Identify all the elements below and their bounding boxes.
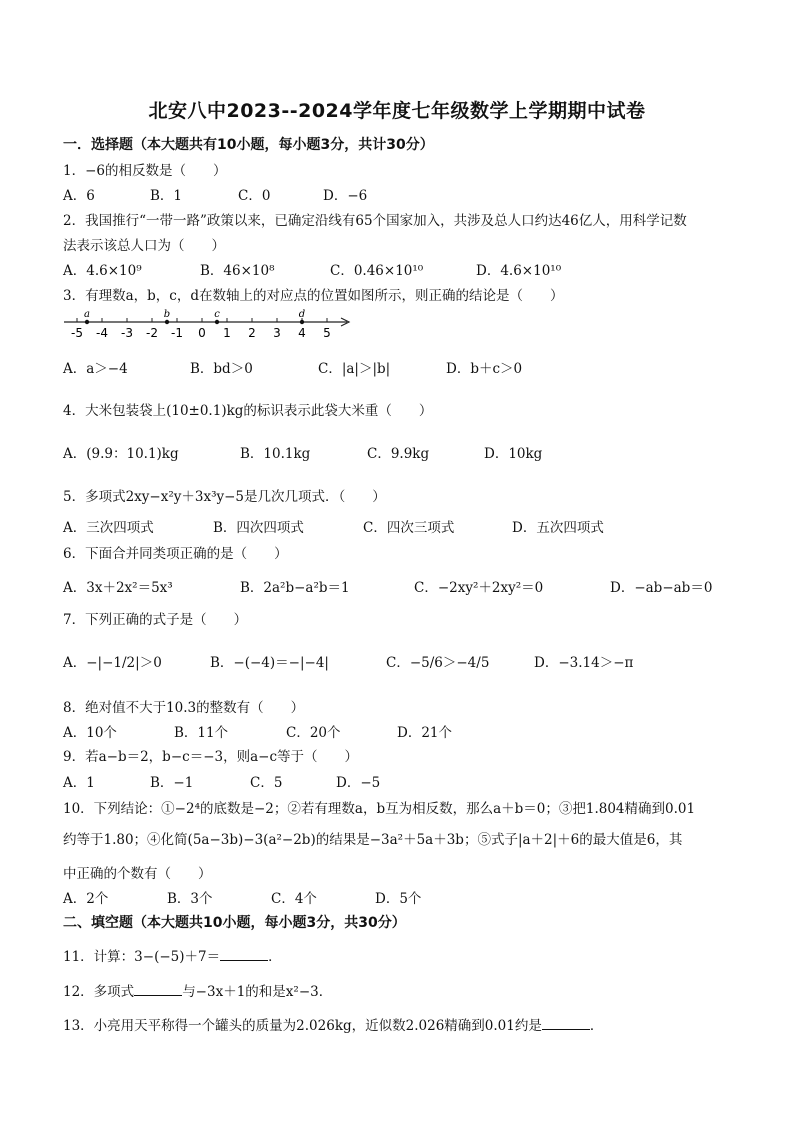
number-line-figure: [64, 306, 364, 342]
q1-option-b[interactable]: B．1: [150, 188, 183, 204]
q4-option-a[interactable]: A．(9.9：10.1)kg: [63, 446, 179, 462]
point-label-a: a: [84, 309, 90, 320]
axis-tick-label: -4: [96, 326, 108, 340]
point-a: [85, 320, 89, 324]
q8-option-c[interactable]: C．20个: [286, 725, 341, 741]
question-7: 7．下列正确的式子是（ ）: [63, 612, 248, 628]
question-11: [63, 945, 282, 965]
point-label-d: d: [298, 309, 306, 320]
q12-answer-blank[interactable]: [134, 983, 182, 996]
q7-option-a[interactable]: A．−|−1/2|＞0: [63, 655, 162, 671]
question-2-line-2: 法表示该总人口为（ ）: [63, 238, 225, 254]
q9-option-a[interactable]: A．1: [63, 775, 95, 791]
question-10-line-3: 中正确的个数有（ ）: [63, 866, 212, 882]
q2-option-b[interactable]: B．46×10⁸: [200, 263, 275, 279]
q8-option-d[interactable]: D．21个: [397, 725, 453, 741]
axis-tick-label: 0: [198, 326, 206, 340]
question-6: 6．下面合并同类项正确的是（ ）: [63, 546, 288, 562]
q5-option-c[interactable]: C．四次三项式: [363, 520, 455, 536]
q10-option-b[interactable]: B．3个: [167, 891, 213, 907]
section-heading-fill: 二、填空题（本大题共10小题，每小题3分，共30分）: [63, 915, 406, 931]
axis-tick-label: 3: [273, 326, 281, 340]
q1-option-a[interactable]: A．6: [63, 188, 95, 204]
q2-option-a[interactable]: A．4.6×10⁹: [63, 263, 142, 279]
question-3: 3．有理数a，b，c，d在数轴上的对应点的位置如图所示，则正确的结论是（ ）: [63, 288, 564, 304]
q11-text: 11．计算：3−(−5)＋7＝: [63, 949, 221, 965]
point-c: [215, 320, 219, 324]
q6-option-c[interactable]: C．−2xy²＋2xy²＝0: [414, 580, 544, 596]
q7-option-d[interactable]: D．−3.14＞−π: [534, 655, 634, 671]
question-10-line-2: 约等于1.80；④化简(5a−3b)−3(a²−2b)的结果是−3a²＋5a＋3b；⑤式子|a＋2|＋6的最大值是6，其: [63, 832, 683, 848]
q10-option-c[interactable]: C．4个: [271, 891, 317, 907]
point-label-b: b: [163, 309, 171, 320]
q12-text-pre: 12．多项式: [63, 984, 135, 1000]
q8-option-b[interactable]: B．11个: [174, 725, 229, 741]
q5-option-a[interactable]: A．三次四项式: [63, 520, 154, 536]
q3-option-b[interactable]: B．bd＞0: [190, 361, 253, 377]
q10-option-d[interactable]: D．5个: [375, 891, 422, 907]
axis-tick-label: -5: [71, 326, 83, 340]
q7-option-b[interactable]: B．−(−4)＝−|−4|: [210, 655, 329, 671]
q11-answer-blank[interactable]: [220, 948, 268, 961]
question-10-line-1: 10．下列结论：①−2⁴的底数是−2；②若有理数a，b互为相反数，那么a＋b＝0；③把1.804精确到0.01: [63, 801, 696, 817]
q2-option-c[interactable]: C．0.46×10¹⁰: [330, 263, 424, 279]
q9-option-d[interactable]: D．−5: [336, 775, 381, 791]
q6-option-b[interactable]: B．2a²b−a²b＝1: [240, 580, 350, 596]
axis-tick-label: 5: [323, 326, 331, 340]
q12-text-post: 与−3x＋1的和是x²−3．: [182, 984, 333, 1000]
q8-option-a[interactable]: A．10个: [63, 725, 117, 741]
q1-option-d[interactable]: D．−6: [323, 188, 368, 204]
q4-option-d[interactable]: D．10kg: [484, 446, 543, 462]
question-1: 1．−6的相反数是（ ）: [63, 163, 227, 179]
q5-option-b[interactable]: B．四次四项式: [213, 520, 304, 536]
q13-text: 13．小亮用天平称得一个罐头的质量为2.026kg，近似数2.026精确到0.01约是: [63, 1018, 542, 1034]
axis-tick-label: -2: [146, 326, 158, 340]
point-label-c: c: [214, 309, 220, 320]
question-4: 4．大米包装袋上(10±0.1)kg的标识表示此袋大米重（ ）: [63, 403, 433, 419]
q3-option-d[interactable]: D．b＋c＞0: [446, 361, 523, 377]
q10-option-a[interactable]: A．2个: [63, 891, 109, 907]
q9-option-c[interactable]: C．5: [250, 775, 283, 791]
q3-option-c[interactable]: C．|a|＞|b|: [318, 361, 391, 377]
q13-end: ．: [589, 1018, 604, 1034]
q11-end: ．: [268, 949, 282, 965]
q6-option-d[interactable]: D．−ab−ab＝0: [610, 580, 713, 596]
q4-option-b[interactable]: B．10.1kg: [240, 446, 311, 462]
q4-option-c[interactable]: C．9.9kg: [367, 446, 430, 462]
point-b: [165, 320, 169, 324]
question-12: [63, 980, 332, 1000]
q7-option-c[interactable]: C．−5/6＞−4/5: [386, 655, 490, 671]
section-heading-choice: 一．选择题（本大题共有10小题，每小题3分，共计30分）: [63, 137, 434, 153]
q2-option-d[interactable]: D．4.6×10¹⁰: [476, 263, 562, 279]
question-13: [63, 1014, 603, 1034]
q9-option-b[interactable]: B．−1: [150, 775, 194, 791]
q3-option-a[interactable]: A．a＞−4: [63, 361, 128, 377]
q13-answer-blank[interactable]: [542, 1017, 590, 1030]
axis-tick-label: 4: [298, 326, 306, 340]
axis-tick-label: -3: [121, 326, 133, 340]
question-5: 5．多项式2xy−x²y＋3x³y−5是几次几项式．（ ）: [63, 489, 386, 505]
axis-tick-label: -1: [171, 326, 183, 340]
question-9: 9．若a−b＝2，b−c＝−3，则a−c等于（ ）: [63, 749, 359, 765]
question-2-line-1: 2．我国推行“一带一路”政策以来，已确定沿线有65个国家加入，共涉及总人口约达46亿人，用科学记数: [63, 213, 687, 229]
axis-tick-label: 2: [248, 326, 256, 340]
question-8: 8．绝对值不大于10.3的整数有（ ）: [63, 700, 305, 716]
q5-option-d[interactable]: D．五次四项式: [512, 520, 604, 536]
axis-tick-label: 1: [223, 326, 231, 340]
point-d: [300, 320, 304, 324]
exam-title: 北安八中2023--2024学年度七年级数学上学期期中试卷: [148, 100, 646, 122]
q1-option-c[interactable]: C．0: [238, 188, 271, 204]
q6-option-a[interactable]: A．3x＋2x²＝5x³: [63, 580, 173, 596]
